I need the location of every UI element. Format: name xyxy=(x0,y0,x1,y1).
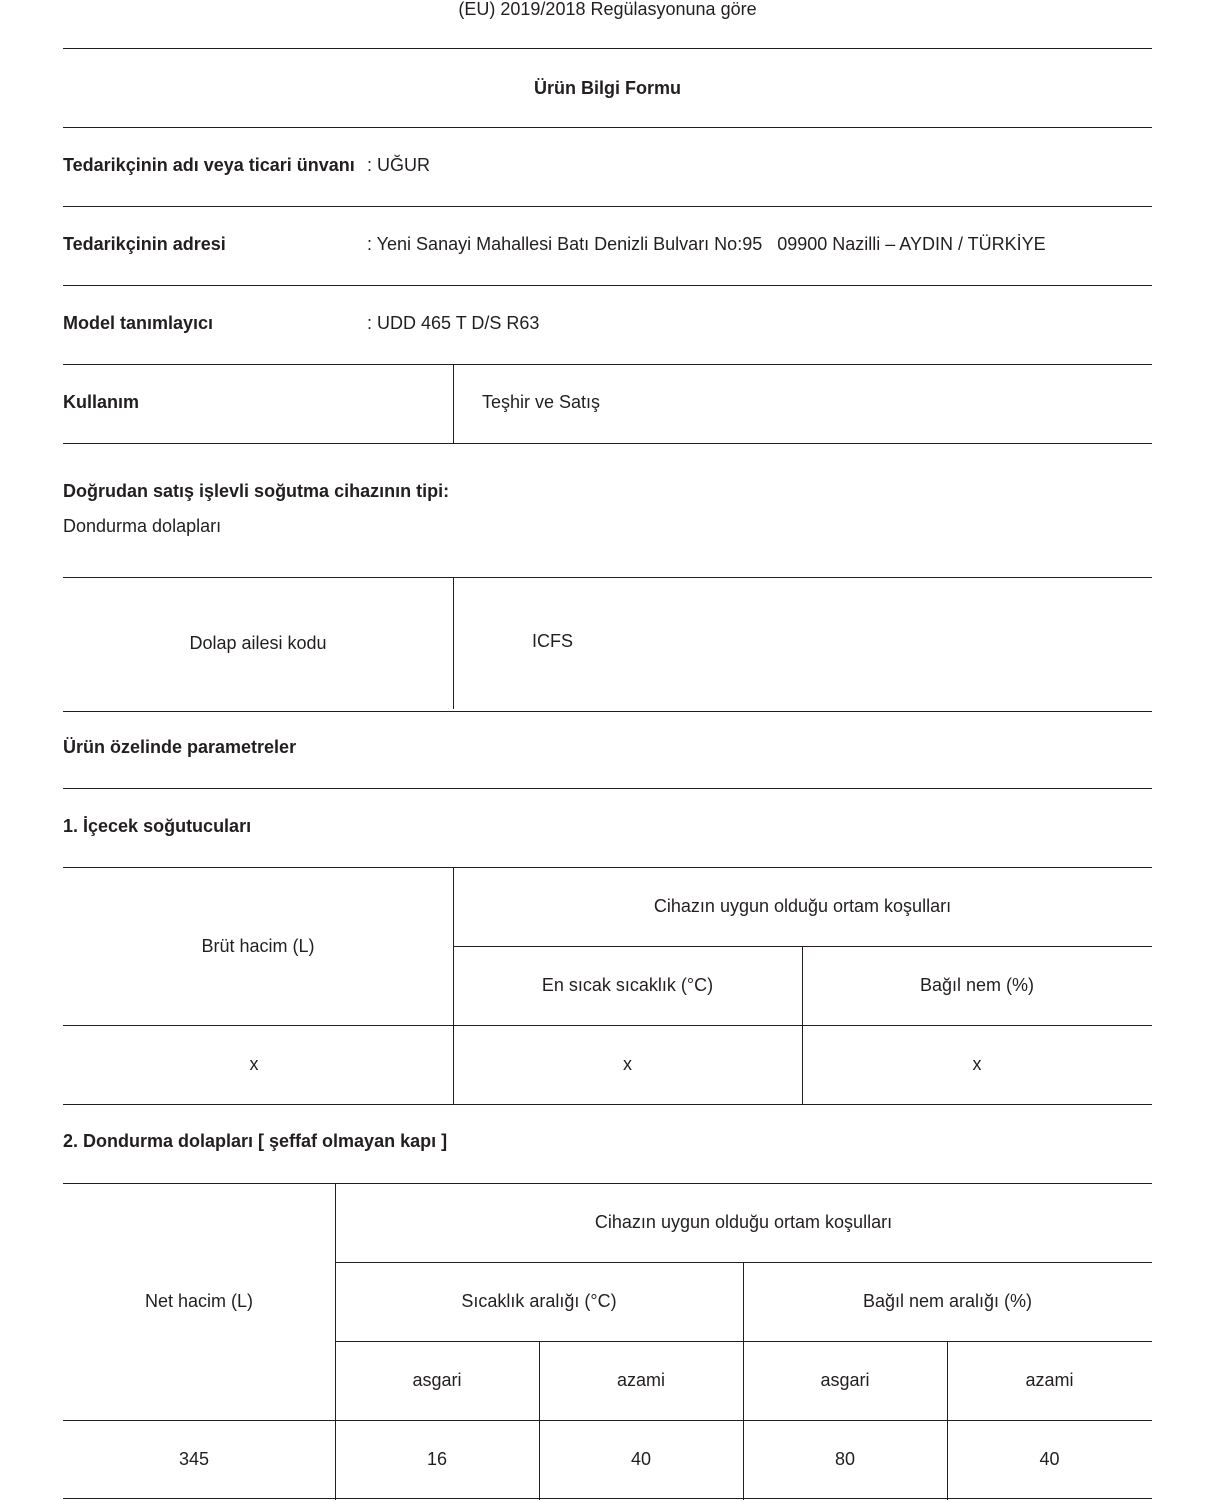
divider xyxy=(453,577,454,709)
divider xyxy=(63,206,1152,207)
beverage-conditions-header: Cihazın uygun olduğu ortam koşulları xyxy=(653,896,952,916)
icecream-volume-cell: 345 xyxy=(178,1448,210,1469)
icecream-temp-max-header: azami xyxy=(616,1370,665,1390)
icecream-humidity-max-cell: 40 xyxy=(1039,1448,1060,1469)
icecream-heading: 2. Dondurma dolapları [ şeffaf olmayan kapı ] xyxy=(63,1131,448,1151)
beverage-temp-header: En sıcak sıcaklık (°C) xyxy=(541,975,714,995)
form-title: Ürün Bilgi Formu xyxy=(534,77,681,98)
icecream-temp-min-cell: 16 xyxy=(426,1448,448,1469)
supplier-address-label: Tedarikçinin adresi xyxy=(63,234,226,254)
params-heading: Ürün özelinde parametreler xyxy=(63,737,297,757)
supplier-name-value: : UĞUR xyxy=(367,155,430,175)
divider xyxy=(63,443,1152,444)
divider xyxy=(63,1104,1152,1105)
supplier-name-label: Tedarikçinin adı veya ticari ünvanı xyxy=(63,155,355,175)
usage-value: Teşhir ve Satış xyxy=(482,392,601,412)
model-label: Model tanımlayıcı xyxy=(63,313,214,333)
regulation-reference: (EU) 2019/2018 Regülasyonuna göre xyxy=(458,0,757,19)
divider xyxy=(63,127,1152,128)
icecream-humidity-min-cell: 80 xyxy=(834,1448,856,1469)
divider xyxy=(63,48,1152,49)
divider xyxy=(63,788,1152,789)
beverage-volume-cell: x xyxy=(249,1054,259,1074)
beverage-temp-cell: x xyxy=(623,1054,632,1074)
icecream-temp-max-cell: 40 xyxy=(630,1448,652,1469)
family-code-label: Dolap ailesi kodu xyxy=(189,632,327,653)
divider xyxy=(63,364,1152,365)
icecream-volume-header: Net hacim (L) xyxy=(144,1291,254,1311)
beverage-humidity-header: Bağıl nem (%) xyxy=(919,975,1035,995)
usage-label: Kullanım xyxy=(63,392,140,412)
icecream-conditions-header: Cihazın uygun olduğu ortam koşulları xyxy=(594,1212,893,1232)
icecream-temp-min-header: asgari xyxy=(412,1370,462,1390)
beverage-volume-header: Brüt hacim (L) xyxy=(201,935,315,956)
divider xyxy=(63,1498,1152,1499)
device-type-value: Dondurma dolapları xyxy=(63,516,222,536)
family-code-value: ICFS xyxy=(532,631,574,651)
divider xyxy=(453,364,454,443)
icecream-humidity-range-header: Bağıl nem aralığı (%) xyxy=(862,1291,1033,1311)
icecream-humidity-min-header: asgari xyxy=(820,1370,870,1390)
model-value: : UDD 465 T D/S R63 xyxy=(367,313,540,333)
device-type-label: Doğrudan satış işlevli soğutma cihazının tipi: xyxy=(63,481,450,501)
divider xyxy=(63,285,1152,286)
beverage-humidity-cell: x xyxy=(972,1054,982,1074)
divider xyxy=(63,711,1152,712)
beverage-heading: 1. İçecek soğutucuları xyxy=(63,816,252,836)
icecream-humidity-max-header: azami xyxy=(1025,1370,1074,1390)
icecream-temp-range-header: Sıcaklık aralığı (°C) xyxy=(461,1291,617,1311)
supplier-address-value: : Yeni Sanayi Mahallesi Batı Denizli Bulvarı No:95 09900 Nazilli – AYDIN / TÜRKİYE xyxy=(367,234,1046,254)
